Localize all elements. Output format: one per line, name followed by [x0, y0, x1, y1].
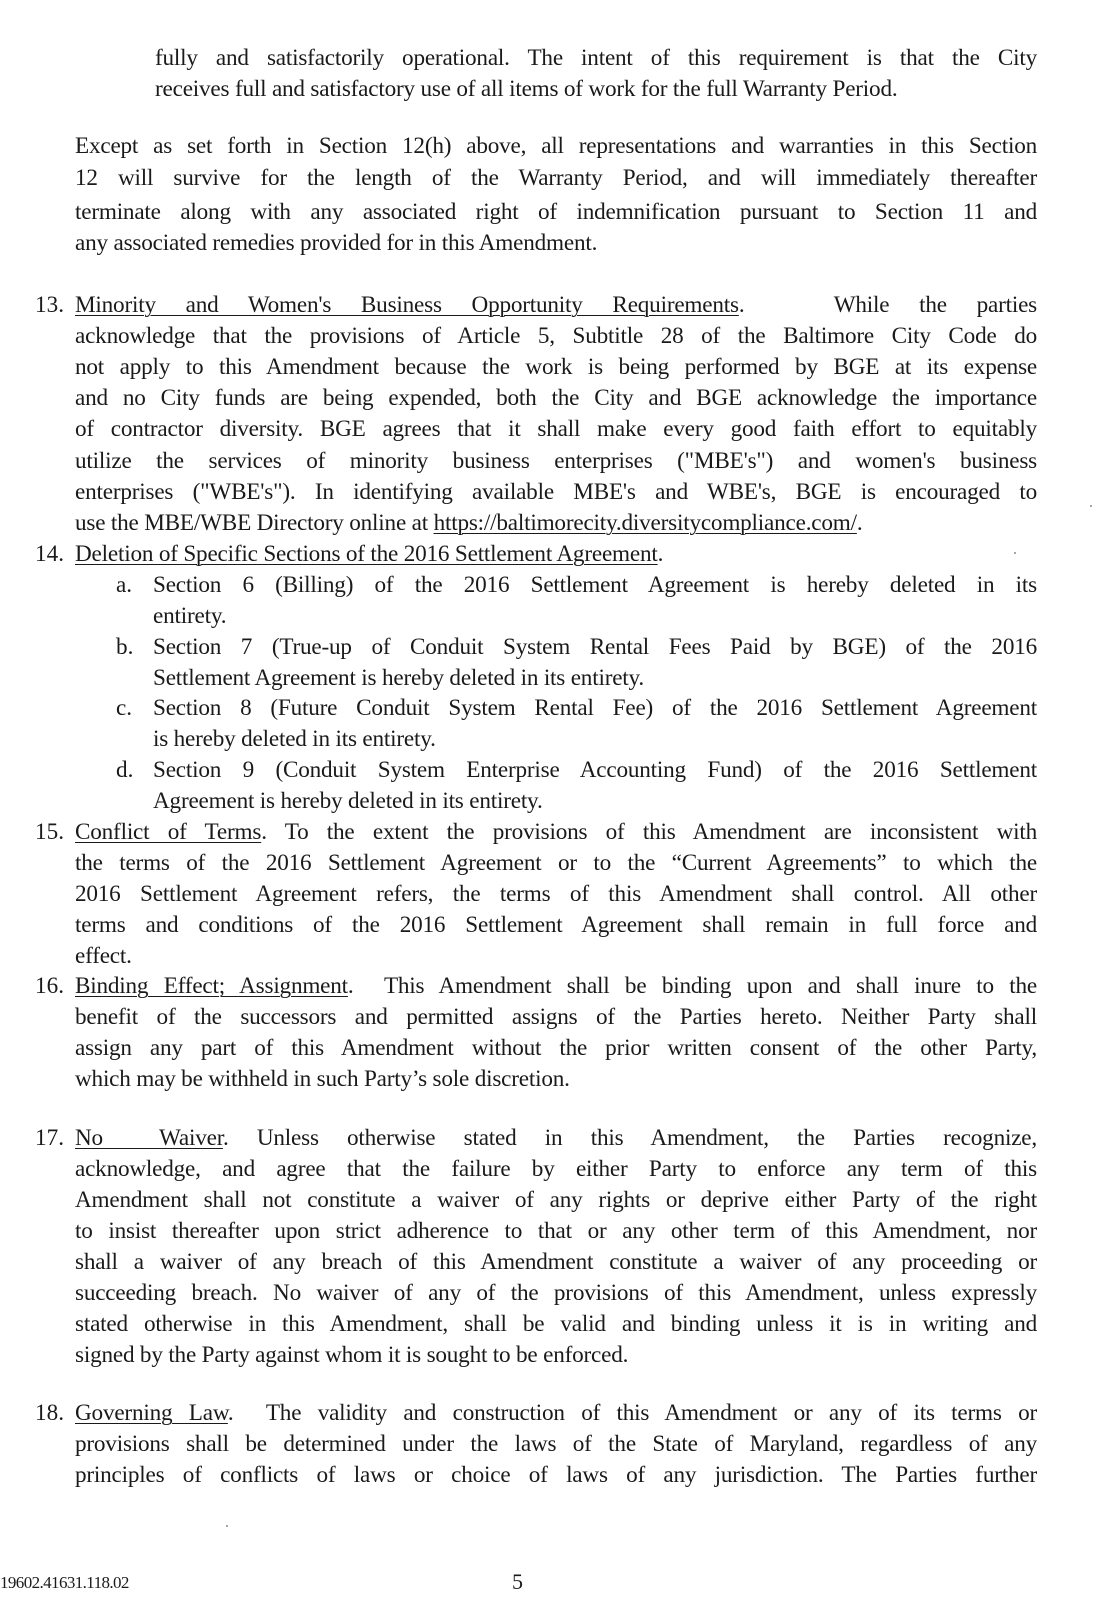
continuation-line: receives full and satisfactory use of all items of work for the full Warranty Period.	[155, 76, 898, 102]
section-heading: Governing Law	[75, 1400, 228, 1426]
section-line: enterprises ("WBE's"). In identifying available MBE's and WBE's, BGE is encouraged to	[75, 479, 1037, 505]
section-number: 15.	[35, 819, 64, 845]
section-line: the terms of the 2016 Settlement Agreement or to the “Current Agreements” to which the	[75, 850, 1037, 876]
section-text: .	[856, 510, 863, 536]
section-number: 16.	[35, 973, 64, 999]
section-first-line	[75, 1397, 1037, 1429]
survival-line: 12 will survive for the length of the Warranty Period, and will immediately thereafter	[75, 165, 1037, 191]
section-text: While the parties	[833, 292, 1037, 318]
section-text: The validity and construction of this Amendment or any of its terms or	[265, 1400, 1037, 1426]
section-first-line	[75, 289, 1037, 321]
survival-line: terminate along with any associated right of indemnification pursuant to Section 11 and	[75, 199, 1037, 225]
section-heading: Conflict of Terms	[75, 819, 262, 845]
section-text: This Amendment shall be binding upon and shall inure to the	[383, 973, 1037, 999]
section-first-line	[75, 816, 1037, 848]
subitem-line: Settlement Agreement is hereby deleted in its entirety.	[153, 665, 645, 691]
section-line: Amendment shall not constitute a waiver of any rights or deprive either Party of the right	[75, 1187, 1037, 1213]
section-heading: Deletion of Specific Sections of the 2016 Settlement Agreement	[75, 541, 658, 567]
heading-period: .	[657, 541, 664, 567]
section-line: stated otherwise in this Amendment, shall be valid and binding unless it is in writing and	[75, 1311, 1037, 1337]
section-line: utilize the services of minority business enterprises ("MBE's") and women's business	[75, 448, 1037, 474]
section-first-line	[75, 970, 1037, 1002]
subitem-line: Agreement is hereby deleted in its entirety.	[153, 788, 543, 814]
section-line: effect.	[75, 943, 132, 969]
heading-period: .	[261, 819, 267, 845]
scan-speck	[1090, 505, 1092, 507]
subitem-letter: c.	[116, 695, 133, 721]
page-number: 5	[512, 1569, 523, 1594]
section-number: 18.	[35, 1400, 64, 1426]
section-number: 14.	[35, 541, 64, 567]
subitem-line: Section 8 (Future Conduit System Rental Fee) of the 2016 Settlement Agreement	[153, 695, 1037, 721]
section-line: acknowledge that the provisions of Article 5, Subtitle 28 of the Baltimore City Code do	[75, 323, 1037, 349]
section-line: succeeding breach. No waiver of any of the provisions of this Amendment, unless expressly	[75, 1280, 1037, 1306]
section-number: 13.	[35, 292, 64, 318]
heading-period: .	[222, 1125, 229, 1151]
section-line: which may be withheld in such Party’s sole discretion.	[75, 1066, 570, 1092]
subitem-line: Section 7 (True-up of Conduit System Rental Fees Paid by BGE) of the 2016	[153, 634, 1037, 660]
section-line: assign any part of this Amendment without the prior written consent of the other Party,	[75, 1035, 1037, 1061]
scan-speck	[1014, 552, 1016, 554]
subitem-line: Section 9 (Conduit System Enterprise Accounting Fund) of the 2016 Settlement	[153, 757, 1037, 783]
section-line: benefit of the successors and permitted assigns of the Parties hereto. Neither Party shall	[75, 1004, 1037, 1030]
subitem-letter: b.	[116, 634, 134, 660]
section-heading: No Waiver	[75, 1125, 223, 1151]
section-line: signed by the Party against whom it is sought to be enforced.	[75, 1342, 629, 1368]
survival-line: Except as set forth in Section 12(h) above, all representations and warranties in this Section	[75, 133, 1037, 159]
subitem-line: Section 6 (Billing) of the 2016 Settlement Agreement is hereby deleted in its	[153, 572, 1037, 598]
section-first-line	[75, 1122, 1037, 1154]
section-line: principles of conflicts of laws or choice of laws of any jurisdiction. The Parties further	[75, 1462, 1037, 1488]
subitem-line: entirety.	[153, 603, 227, 629]
section-line: 2016 Settlement Agreement refers, the terms of this Amendment shall control. All other	[75, 881, 1037, 907]
section-line: shall a waiver of any breach of this Amendment constitute a waiver of any proceeding or	[75, 1249, 1037, 1275]
survival-line: any associated remedies provided for in this Amendment.	[75, 230, 598, 256]
continuation-line: fully and satisfactorily operational. The intent of this requirement is that the City	[155, 45, 1037, 71]
section-line: terms and conditions of the 2016 Settlement Agreement shall remain in full force and	[75, 912, 1037, 938]
scan-speck	[226, 1525, 228, 1527]
section-number: 17.	[35, 1125, 64, 1151]
section-line: of contractor diversity. BGE agrees that it shall make every good faith effort to equitably	[75, 416, 1037, 442]
heading-period: .	[227, 1400, 234, 1426]
section-line: not apply to this Amendment because the work is being performed by BGE at its expense	[75, 354, 1037, 380]
section-text: To the extent the provisions of this Amendment are inconsistent with	[284, 819, 1037, 845]
heading-period: .	[738, 292, 745, 318]
section-heading: Minority and Women's Business Opportunity Requirements	[75, 292, 739, 318]
subitem-letter: a.	[116, 572, 133, 598]
section-first-line	[75, 538, 663, 570]
section-line: provisions shall be determined under the laws of the State of Maryland, regardless of any	[75, 1431, 1037, 1457]
subitem-line: is hereby deleted in its entirety.	[153, 726, 436, 752]
section-line: acknowledge, and agree that the failure by either Party to enforce any term of this	[75, 1156, 1037, 1182]
section-last-line	[75, 507, 862, 539]
section-line: to insist thereafter upon strict adherence to that or any other term of this Amendment, nor	[75, 1218, 1037, 1244]
mbe-wbe-directory-link[interactable]: https://baltimorecity.diversitycompliance.com/	[433, 510, 857, 536]
section-line: and no City funds are being expended, both the City and BGE acknowledge the importance	[75, 385, 1037, 411]
section-heading: Binding Effect; Assignment	[75, 973, 348, 999]
subitem-letter: d.	[116, 757, 134, 783]
section-text: Unless otherwise stated in this Amendment, the Parties recognize,	[256, 1125, 1037, 1151]
section-text: use the MBE/WBE Directory online at	[75, 510, 434, 536]
document-id: 19602.41631.118.02	[0, 1573, 129, 1592]
heading-period: .	[347, 973, 354, 999]
